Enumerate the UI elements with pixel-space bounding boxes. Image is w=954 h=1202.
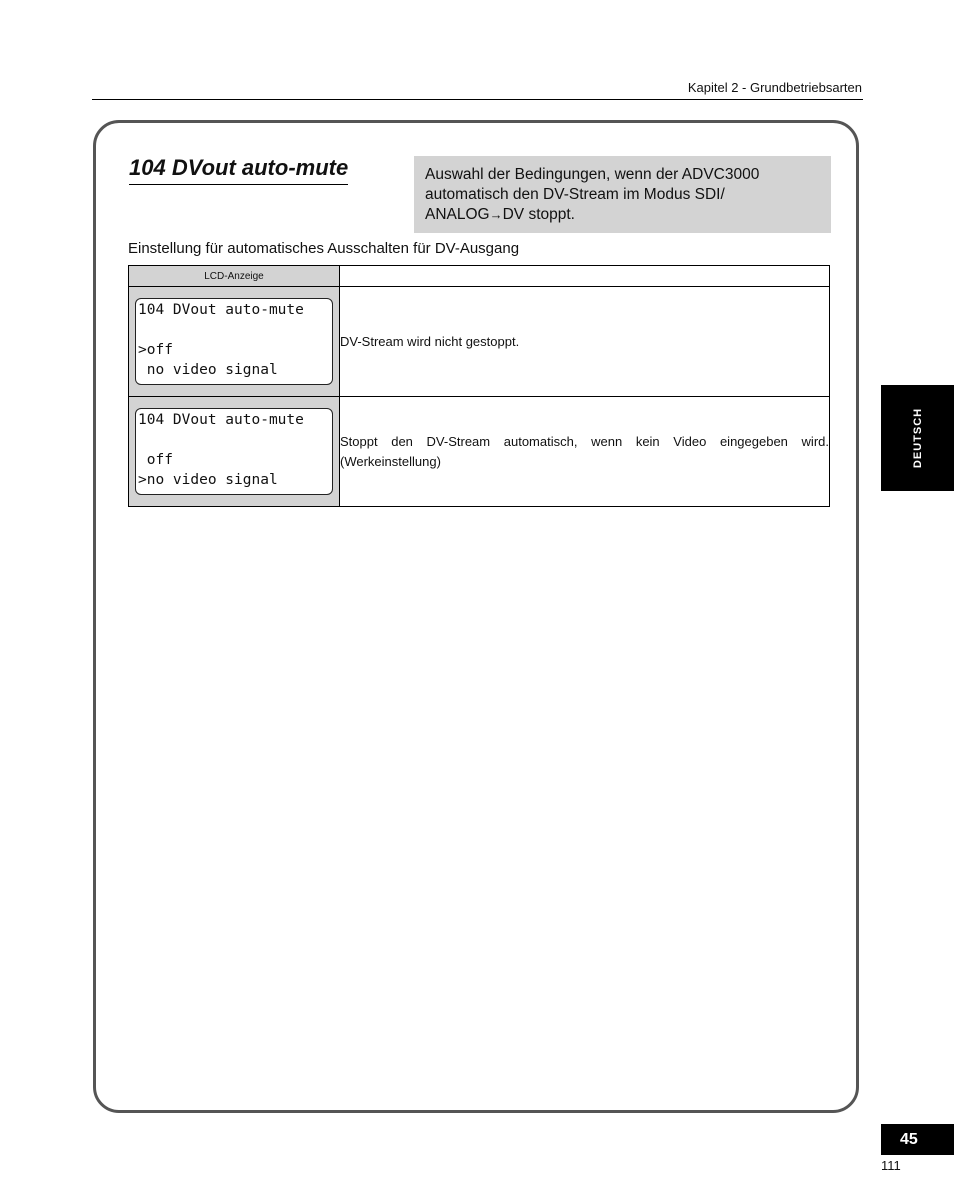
lcd-line: 104 DVout auto-mute [138,302,304,318]
description-line: Auswahl der Bedingungen, wenn der ADVC3000 [425,166,760,183]
section-title: 104 DVout auto-mute [129,155,348,185]
description-line: automatisch den DV-Stream im Modus SDI/ [425,186,725,203]
header-rule [92,99,863,100]
description-line [425,205,820,225]
sub-page-number: 111 [881,1158,901,1173]
language-tab-label: DEUTSCH [911,407,924,469]
lcd-cell [129,287,340,397]
table-caption: Einstellung für automatisches Ausschalten für DV-Ausgang [128,240,520,257]
lcd-line: 104 DVout auto-mute [138,412,304,428]
arrow-right-icon: → [489,207,503,222]
lcd-display [135,298,333,385]
lcd-line [138,320,330,340]
table-row [129,287,830,397]
row-description: Stoppt den DV-Stream automatisch, wenn kein Video eingegeben wird. (Werkeinstellung) [340,397,830,507]
description-box [414,156,831,233]
lcd-cell [129,397,340,507]
language-tab [881,385,954,491]
description-analog: ANALOG [425,206,490,223]
lcd-line: no video signal [138,362,278,378]
page-number: 45 [881,1124,954,1155]
table-header-row [129,266,830,287]
description-dv: DV stoppt. [502,206,575,223]
description-column-header [340,266,830,287]
settings-table [128,265,830,507]
lcd-display [135,408,333,495]
table-row [129,397,830,507]
lcd-line: >no video signal [138,472,278,488]
row-description: DV-Stream wird nicht gestoppt. [340,287,830,397]
lcd-column-header: LCD-Anzeige [129,266,340,287]
lcd-line: off [138,452,173,468]
chapter-title: Kapitel 2 - Grundbetriebsarten [687,80,862,95]
lcd-line [138,430,330,450]
lcd-line: >off [138,342,173,358]
